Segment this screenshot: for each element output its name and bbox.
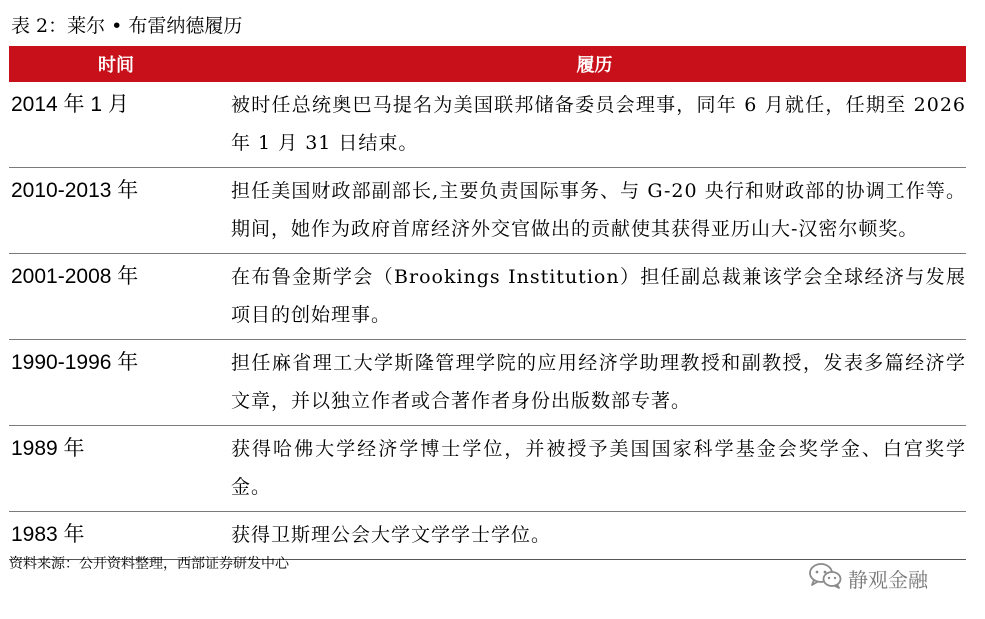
row-time: 1983 年 <box>11 523 85 546</box>
resume-table <box>9 46 966 560</box>
watermark-text: 静观金融 <box>848 568 928 592</box>
row-time: 2014 年 1 月 <box>11 93 129 116</box>
header-time: 时间 <box>98 55 134 76</box>
row-time: 2001-2008 年 <box>11 265 139 288</box>
table-row <box>9 426 966 512</box>
header-resume: 履历 <box>576 55 613 76</box>
row-time: 2010-2013 年 <box>11 179 139 202</box>
row-desc: 获得哈佛大学经济学博士学位，并被授予美国国家科学基金会奖学金、白宫奖学金。 <box>231 438 966 498</box>
table-row <box>9 82 966 168</box>
source-note: 资料来源：公开资料整理，西部证券研发中心 <box>9 556 289 572</box>
row-desc: 被时任总统奥巴马提名为美国联邦储备委员会理事，同年 6 月就任，任期至 2026 年 1 月 31 日结束。 <box>231 94 967 154</box>
row-desc: 在布鲁金斯学会（Brookings Institution）担任副总裁兼该学会全球经济与发展项目的创始理事。 <box>231 266 966 326</box>
row-time: 1990-1996 年 <box>11 351 139 374</box>
table-row <box>9 168 966 254</box>
row-desc: 获得卫斯理公会大学文学学士学位。 <box>231 524 552 546</box>
table-caption: 表 2：莱尔 • 布雷纳德履历 <box>11 15 243 37</box>
row-desc: 担任美国财政部副部长,主要负责国际事务、与 G-20 央行和财政部的协调工作等。期间，她作为政府首席经济外交官做出的贡献使其获得亚历山大-汉密尔顿奖。 <box>231 180 966 240</box>
row-time: 1989 年 <box>11 437 85 460</box>
table-row <box>9 340 966 426</box>
table-row <box>9 254 966 340</box>
wechat-icon <box>808 562 842 595</box>
watermark <box>808 562 928 595</box>
row-desc: 担任麻省理工大学斯隆管理学院的应用经济学助理教授和副教授，发表多篇经济学文章，并以独立作者或合著作者身份出版数部专著。 <box>231 352 966 412</box>
table-header <box>9 46 966 82</box>
